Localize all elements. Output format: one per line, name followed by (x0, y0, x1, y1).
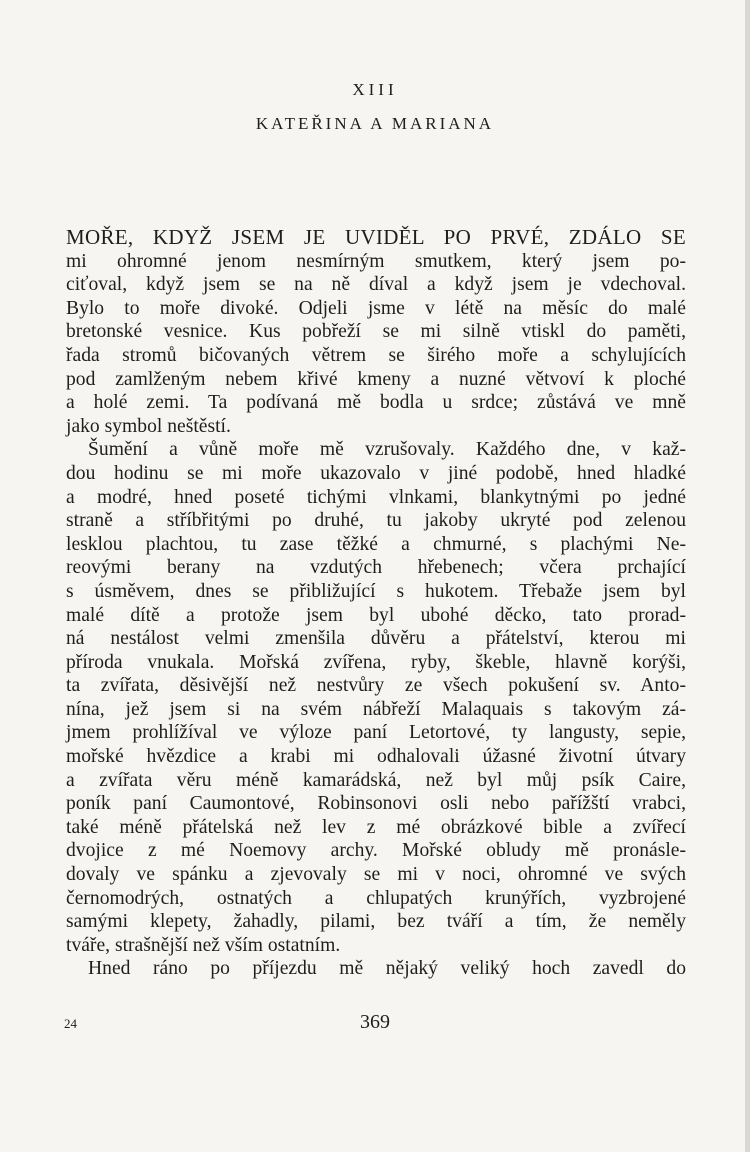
text-line: dovaly ve spánku a zjevovaly se mi v noci, ohromné ve svých (66, 864, 686, 886)
text-line: reovými berany na vzdutých hřebenech; včera prchající (66, 557, 686, 579)
page-edge (745, 0, 750, 1152)
text-line: řada stromů bičovaných větrem se širého moře a schylujících (66, 344, 686, 366)
text-line: Šumění a vůně moře mě vzrušovaly. Každého dne, v kaž- (88, 439, 686, 461)
text-line: tváře, strašnější než vším ostatním. (66, 934, 341, 956)
text-line: poník paní Caumontové, Robinsonovi osli nebo pařížští vrabci, (66, 793, 686, 815)
text-line: mi ohromné jenom nesmírným smutkem, který jsem po- (66, 250, 686, 272)
printer-signature: 24 (64, 1016, 77, 1031)
text-line: příroda vnukala. Mořská zvířena, ryby, škeble, hlavně korýši, (66, 651, 686, 673)
text-line: samými klepety, žahadly, pilami, bez tváří a tím, že neměly (66, 911, 686, 933)
text-line: Bylo to moře divoké. Odjeli jsme v létě na měsíc do malé (66, 297, 686, 319)
chapter-title: KATEŘINA A MARIANA (255, 114, 495, 133)
text-line: dou hodinu se mi moře ukazovalo v jiné podobě, hned hladké (66, 462, 686, 484)
body-text (66, 226, 686, 981)
text-line: MOŘE, KDYŽ JSEM JE UVIDĚL PO PRVÉ, ZDÁLO SE (66, 225, 686, 249)
text-line: mořské hvězdice a krabi mi odhalovali úžasné životní útvary (66, 746, 686, 768)
text-line: malé dítě a protože jsem byl ubohé děcko, tato prorad- (66, 604, 686, 626)
text-line: straně a stříbřitými po druhé, tu jakoby ukryté pod zelenou (66, 510, 686, 532)
text-line: ciťoval, když jsem se na ně díval a když jsem je vdechoval. (66, 274, 686, 296)
chapter-number: XIII (352, 80, 398, 99)
text-line: dvojice z mé Noemovy archy. Mořské obludy mě pronásle- (66, 840, 686, 862)
page-number: 369 (360, 1011, 390, 1033)
text-line: ná nestálost velmi zmenšila důvěru a přátelství, kterou mi (66, 628, 686, 650)
text-line: jako symbol neštěstí. (66, 415, 231, 437)
text-line: a zvířata věru méně kamarádská, než byl můj psík Caire, (66, 769, 686, 791)
text-line: Hned ráno po příjezdu mě nějaký veliký hoch zavedl do (88, 958, 686, 980)
text-line: a holé zemi. Ta podívaná mě bodla u srdce; zůstává ve mně (66, 392, 686, 414)
text-line: černomodrých, ostnatých a chlupatých krunýřích, vyzbrojené (66, 887, 686, 909)
text-line: také méně přátelská než lev z mé obrázkové bible a zvířecí (66, 816, 686, 838)
text-line: jmem prohlížíval ve výloze paní Letortové, ty langusty, sepie, (66, 722, 686, 744)
text-line: nína, jež jsem si na svém nábřeží Malaquais s takovým zá- (66, 698, 686, 720)
text-line: lesklou plachtou, tu zase těžké a chmurné, s plachými Ne- (66, 533, 686, 555)
text-line: bretonské vesnice. Kus pobřeží se mi silně vtiskl do paměti, (66, 321, 686, 343)
text-line: a modré, hned poseté tichými vlnkami, blankytnými po jedné (66, 486, 686, 508)
text-line: s úsměvem, dnes se přibližující s hukotem. Třebaže jsem byl (66, 580, 686, 602)
text-line: pod zamlženým nebem křivé kmeny a nuzné větvoví k ploché (66, 368, 686, 390)
text-line: ta zvířata, děsivější než nestvůry ze všech pokušení sv. Anto- (66, 675, 686, 697)
